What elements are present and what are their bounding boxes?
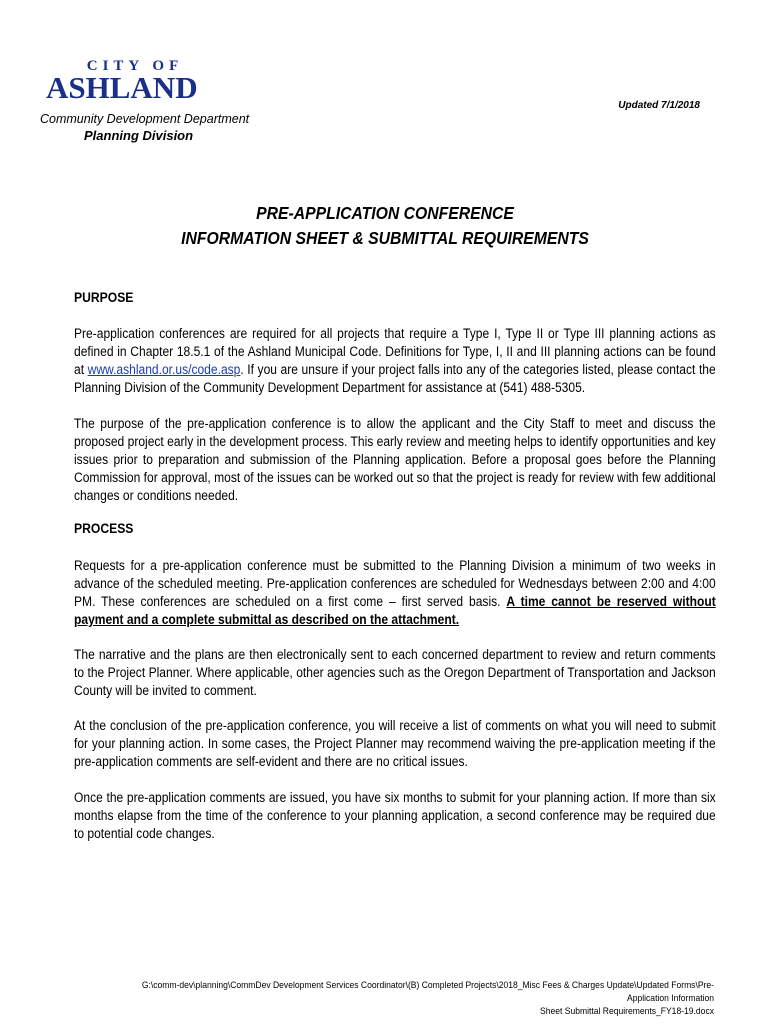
code-link[interactable]: www.ashland.or.us/code.asp xyxy=(87,362,241,377)
process-p1-text: Requests for a pre-application conference must be submitted to the Planning Division a minimum of two weeks in advance of the scheduled meeting. Pre-application conferences are scheduled for Wednesdays between 2:00 and 4:00 PM. These conferences are scheduled on a first come – first served basis. xyxy=(74,558,716,609)
document-title-line1: PRE-APPLICATION CONFERENCE xyxy=(256,203,514,223)
logo-city-of: CITY OF xyxy=(86,58,184,74)
purpose-paragraph-2: The purpose of the pre-application conference is to allow the applicant and the City Staff to meet and discuss the proposed project early in the development process. This early review and meeting helps to identify opportunities and key issues prior to preparation and submission of the Planning application. Before a proposal goes before the Planning Commission for approval, most of the issues can be worked out so that the project is ready for review with few additional changes or conditions needed. xyxy=(74,416,716,503)
purpose-p1-text-start: Pre-application conferences are required for all projects that require a Type I, Type II or Type III planning actions as defined in Chapter 18.5.1 of the Ashland Municipal Code. Definitions for Type, I, II and III planning actions can be found at xyxy=(74,326,716,377)
process-paragraph-3: At the conclusion of the pre-application conference, you will receive a list of comments on what you will need to submit for your planning action. In some cases, the Project Planner may recommend waiving the pre-application meeting if the pre-application comments are self-evident and there are no critical issues. xyxy=(74,718,716,769)
logo-ashland: ASHLAND xyxy=(46,70,198,105)
updated-date: Updated 7/1/2018 xyxy=(618,100,700,111)
process-paragraph-1 xyxy=(74,557,716,629)
purpose-paragraph-1 xyxy=(74,325,716,397)
file-path-footer xyxy=(102,979,714,1018)
department-name: Community Development Department xyxy=(40,112,250,126)
footer-line-1: G:\comm-dev\planning\CommDev Development Services Coordinator\(B) Completed Projects\2018_Misc Fees & Charges Update\Updated Forms\Pre-Application Information xyxy=(141,980,714,1004)
process-heading: PROCESS xyxy=(74,521,134,536)
city-of-ashland-logo xyxy=(46,58,236,105)
division-name: Planning Division xyxy=(84,128,194,143)
footer-line-2: Sheet Submittal Requirements_FY18-19.docx xyxy=(540,1006,714,1017)
process-paragraph-2: The narrative and the plans are then electronically sent to each concerned department to review and return comments to the Project Planner. Where applicable, other agencies such as the Oregon Department of Transportation and Jackson County will be invited to comment. xyxy=(74,647,716,698)
document-title-line2: INFORMATION SHEET & SUBMITTAL REQUIREMENTS xyxy=(181,228,589,248)
purpose-heading: PURPOSE xyxy=(74,290,134,305)
process-paragraph-4: Once the pre-application comments are issued, you have six months to submit for your planning action. If more than six months elapse from the time of the conference to your planning application, a second conference may be required due to potential code changes. xyxy=(74,790,716,841)
process-p1-emphasis: A time cannot be reserved without payment and a complete submittal as described on the attachment. xyxy=(74,594,716,627)
purpose-p1-text-end: . If you are unsure if your project falls into any of the categories listed, please contact the Planning Division of the Community Development Department for assistance at (541) 488-5305. xyxy=(74,362,716,395)
